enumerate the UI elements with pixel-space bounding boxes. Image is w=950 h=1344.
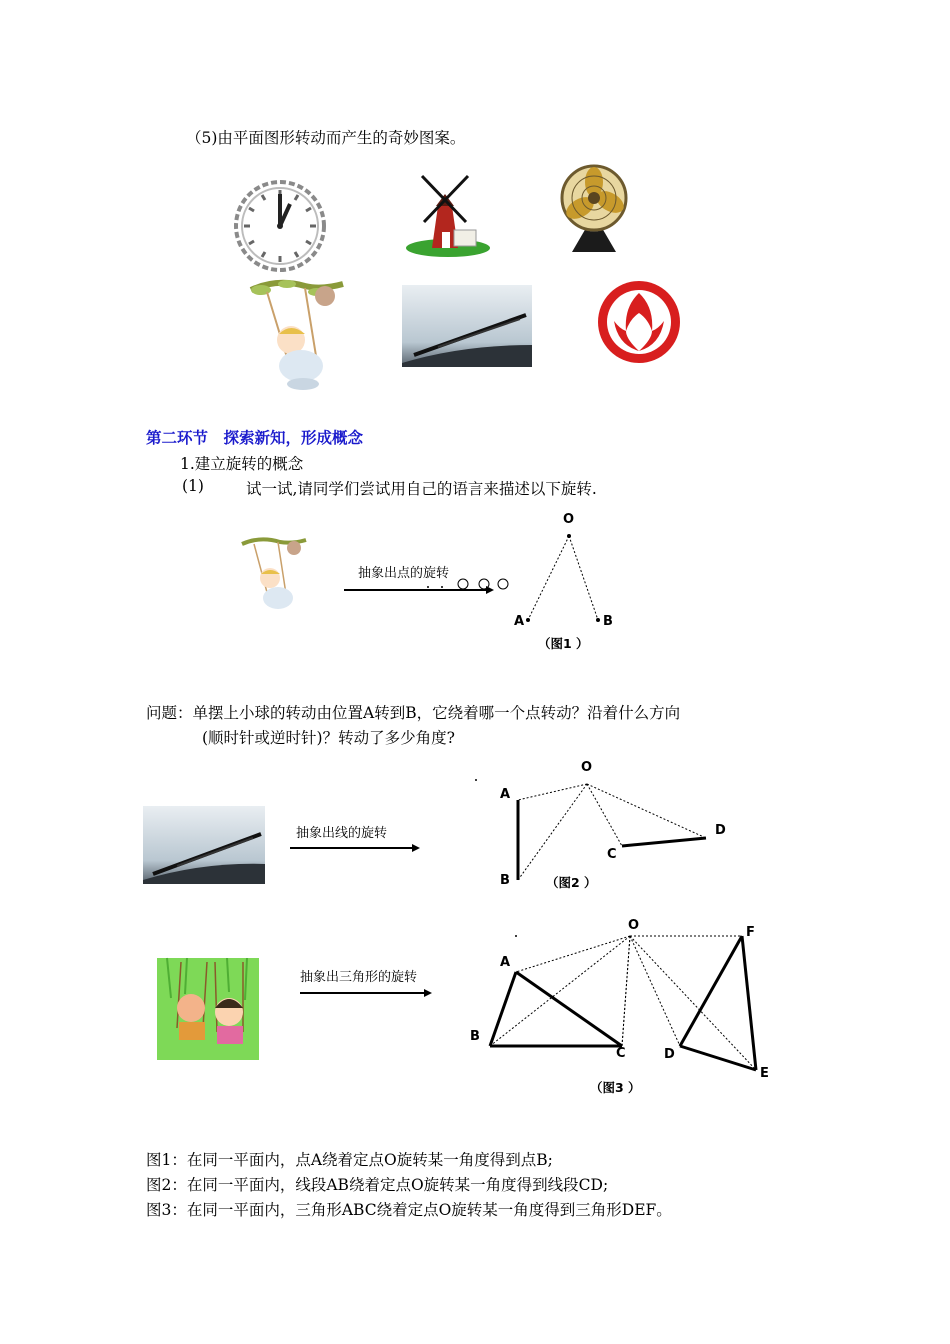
swing-child-icon <box>247 276 351 394</box>
fan-icon <box>558 164 630 256</box>
fig3-label-e: E <box>760 1066 769 1081</box>
subheading: 1.建立旋转的概念 <box>180 455 304 473</box>
fig2-arrow-label: 抽象出线的旋转 <box>296 826 388 841</box>
fig1-label-o: O <box>563 512 575 527</box>
fig1-arrow <box>344 576 514 598</box>
fig3-label-f: F <box>746 925 755 940</box>
section-heading: 第二环节 探索新知，形成概念 <box>146 429 364 447</box>
task-text: 试一试,请同学们尝试用自己的语言来描述以下旋转. <box>246 480 597 498</box>
intro-line: （5)由平面图形转动而产生的奇妙图案。 <box>186 129 466 147</box>
fig3-label-c: C <box>616 1046 626 1061</box>
summary-line-1: 图1：在同一平面内，点A绕着定点O旋转某一角度得到点B; <box>146 1151 553 1169</box>
fig3-arrow <box>300 986 436 1000</box>
windmill-icon <box>402 172 492 260</box>
fig2-label-o: O <box>581 760 593 775</box>
fig2-label-a: A <box>500 787 511 802</box>
fig3-label-o: O <box>628 918 640 933</box>
fig2-label-c: C <box>607 847 617 862</box>
swing-child-icon <box>240 534 310 618</box>
summary-line-3: 图3：在同一平面内，三角形ABC绕着定点O旋转某一角度得到三角形DEF。 <box>146 1201 672 1219</box>
question-line-1: 问题：单摆上小球的转动由位置A转到B，它绕着哪一个点转动？沿着什么方向 <box>146 704 681 722</box>
fig2-label-d: D <box>715 823 726 838</box>
fig2-label-b: B <box>500 873 510 888</box>
fig1-caption: （图1 ） <box>538 636 589 651</box>
fig3-label-d: D <box>664 1047 675 1062</box>
fig2-caption: （图2 ） <box>546 875 597 890</box>
summary-line-2: 图2：在同一平面内，线段AB绕着定点O旋转某一角度得到线段CD; <box>146 1176 609 1194</box>
fig3-label-a: A <box>500 955 511 970</box>
fig1-label-b: B <box>603 614 613 629</box>
fig3-diagram <box>470 920 770 1090</box>
task-number: (1) <box>182 477 204 495</box>
question-line-2: (顺时针或逆时针)？转动了多少角度? <box>202 729 455 747</box>
fig3-label-b: B <box>470 1029 480 1044</box>
fig3-arrow-label: 抽象出三角形的旋转 <box>300 970 418 985</box>
clock-icon <box>232 178 328 274</box>
fig1-label-a: A <box>514 614 525 629</box>
wiper-icon <box>402 285 532 367</box>
fig3-caption: （图3 ） <box>590 1080 641 1095</box>
kids-swing-icon <box>157 958 259 1060</box>
wiper-icon <box>143 806 265 884</box>
fig1-arrow-label: 抽象出点的旋转 <box>358 566 450 581</box>
car-logo-icon <box>596 279 682 365</box>
fig2-arrow <box>290 841 422 855</box>
